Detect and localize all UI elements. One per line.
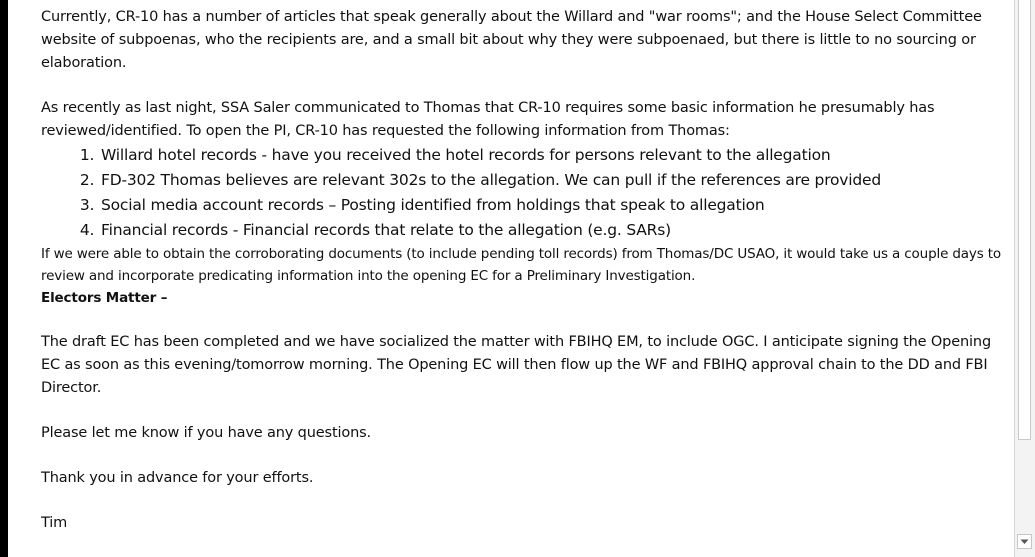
list-item: 2. FD-302 Thomas believes are relevant 302s to the allegation. We can pull if the references are provided [99,168,1009,193]
paragraph-draft-ec: The draft EC has been completed and we have socialized the matter with FBIHQ EM, to include OGC. I anticipate signing the Opening EC as soon as this evening/tomorrow morning. The Opening EC will then flow up the WF and FBIHQ approval chain to the DD and FBI Director. [41,334,991,396]
vertical-scrollbar[interactable] [1014,0,1035,557]
signature: Tim [41,515,68,531]
section-heading-electors-matter: Electors Matter – [41,290,168,306]
scroll-down-button[interactable] [1017,534,1032,549]
list-item: 3. Social media account records – Posting identified from holdings that speak to allegation [99,193,1009,218]
list-item: 4. Financial records - Financial records that relate to the allegation (e.g. SARs) [99,218,1009,243]
list-item: 1. Willard hotel records - have you received the hotel records for persons relevant to the allegation [99,143,1009,168]
paragraph-questions: Please let me know if you have any questions. [41,425,371,441]
paragraph-ssa-communication: As recently as last night, SSA Saler communicated to Thomas that CR-10 requires some basic information he presumably has reviewed/identified. To open the PI, CR-10 has requested the following information from Thomas: [41,100,935,139]
paragraph-corroborating-documents: If we were able to obtain the corroborating documents (to include pending toll records) from Thomas/DC USAO, it would take us a couple days to review and incorporate predicating information into the opening EC for a Preliminary Investigation. [41,246,1002,284]
paragraph-articles: Currently, CR-10 has a number of articles that speak generally about the Willard and "war rooms"; and the House Select Committee website of subpoenas, who the recipients are, and a small bit about why they were subpoenaed, but there is little to no sourcing or elaboration. [41,9,982,71]
paragraph-thanks: Thank you in advance for your efforts. [41,470,314,486]
email-body [41,6,1009,557]
scrollbar-thumb[interactable] [1018,0,1031,440]
chevron-down-icon [1020,539,1029,545]
requested-info-list [41,143,1009,243]
left-border-bar [0,0,8,557]
